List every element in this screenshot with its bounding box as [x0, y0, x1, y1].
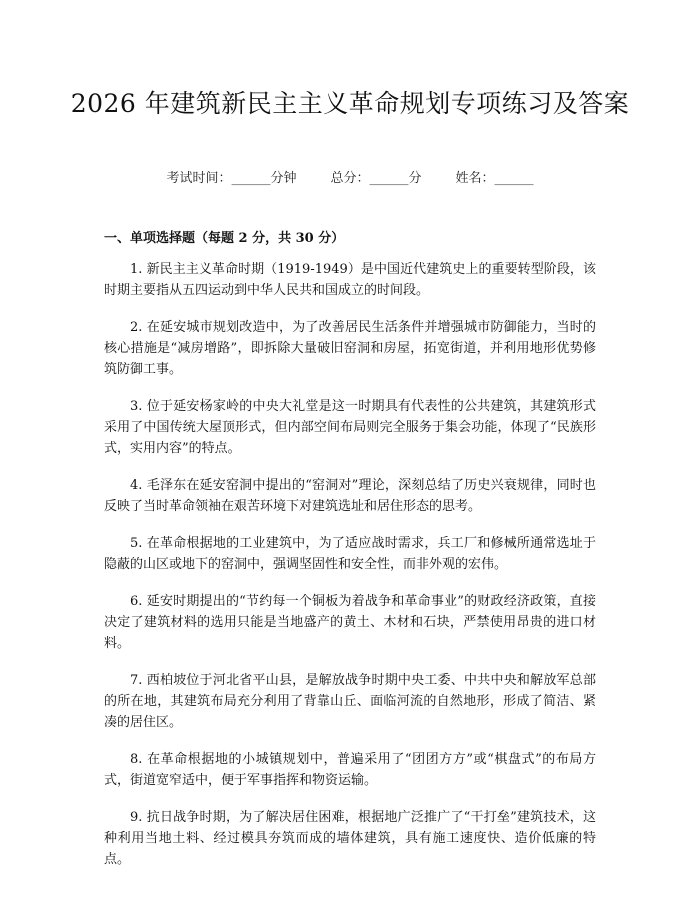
question-list	[104, 259, 596, 886]
question-item: 4. 毛泽东在延安窑洞中提出的“窑洞对”理论，深刻总结了历史兴衰规律，同时也反映了当时革命领袖在艰苦环境下对建筑选址和居住形态的思考。	[104, 478, 596, 514]
question-item: 1. 新民主主义革命时期（1919-1949）是中国近代建筑史上的重要转型阶段，该时期主要指从五四运动到中华人民共和国成立的时间段。	[104, 262, 596, 298]
document-title: 2026 年建筑新民主主义革命规划专项练习及答案	[70, 89, 630, 118]
question-item: 8. 在革命根据地的小城镇规划中，普遍采用了“团团方方”或“棋盘式”的布局方式，街道宽窄适中，便于军事指挥和物资运输。	[104, 752, 596, 788]
student-name: 姓名：______	[455, 171, 534, 186]
question-item: 7. 西柏坡位于河北省平山县，是解放战争时期中央工委、中共中央和解放军总部的所在地，其建筑布局充分利用了背靠山丘、面临河流的自然地形，形成了简洁、紧凑的居住区。	[104, 673, 596, 730]
exam-meta	[0, 170, 700, 188]
question-item: 5. 在革命根据地的工业建筑中，为了适应战时需求，兵工厂和修械所通常选址于隐蔽的山区或地下的窑洞中，强调坚固性和安全性，而非外观的宏伟。	[104, 536, 596, 572]
question-item: 9. 抗日战争时期，为了解决居住困难，根据地广泛推广了“干打垒”建筑技术，这种利用当地土料、经过模具夯筑而成的墙体建筑，具有施工速度快、造价低廉的特点。	[104, 810, 596, 867]
question-item: 3. 位于延安杨家岭的中央大礼堂是这一时期具有代表性的公共建筑，其建筑形式采用了中国传统大屋顶形式，但内部空间布局则完全服务于集会功能，体现了“民族形式，实用内容”的特点。	[104, 399, 596, 456]
total-score: 总分：______分	[330, 171, 422, 186]
exam-time: 考试时间：______分钟	[166, 171, 297, 186]
question-item: 2. 在延安城市规划改造中，为了改善居民生活条件并增强城市防御能力，当时的核心措施是“减房增路”，即拆除大量破旧窑洞和房屋，拓宽街道，并利用地形优势修筑防御工事。	[104, 320, 596, 377]
question-item: 6. 延安时期提出的“节约每一个铜板为着战争和革命事业”的财政经济政策，直接决定了建筑材料的选用只能是当地盛产的黄土、木材和石块，严禁使用昂贵的进口材料。	[104, 594, 596, 651]
section-heading: 一、单项选择题（每题 2 分，共 30 分）	[104, 231, 345, 246]
